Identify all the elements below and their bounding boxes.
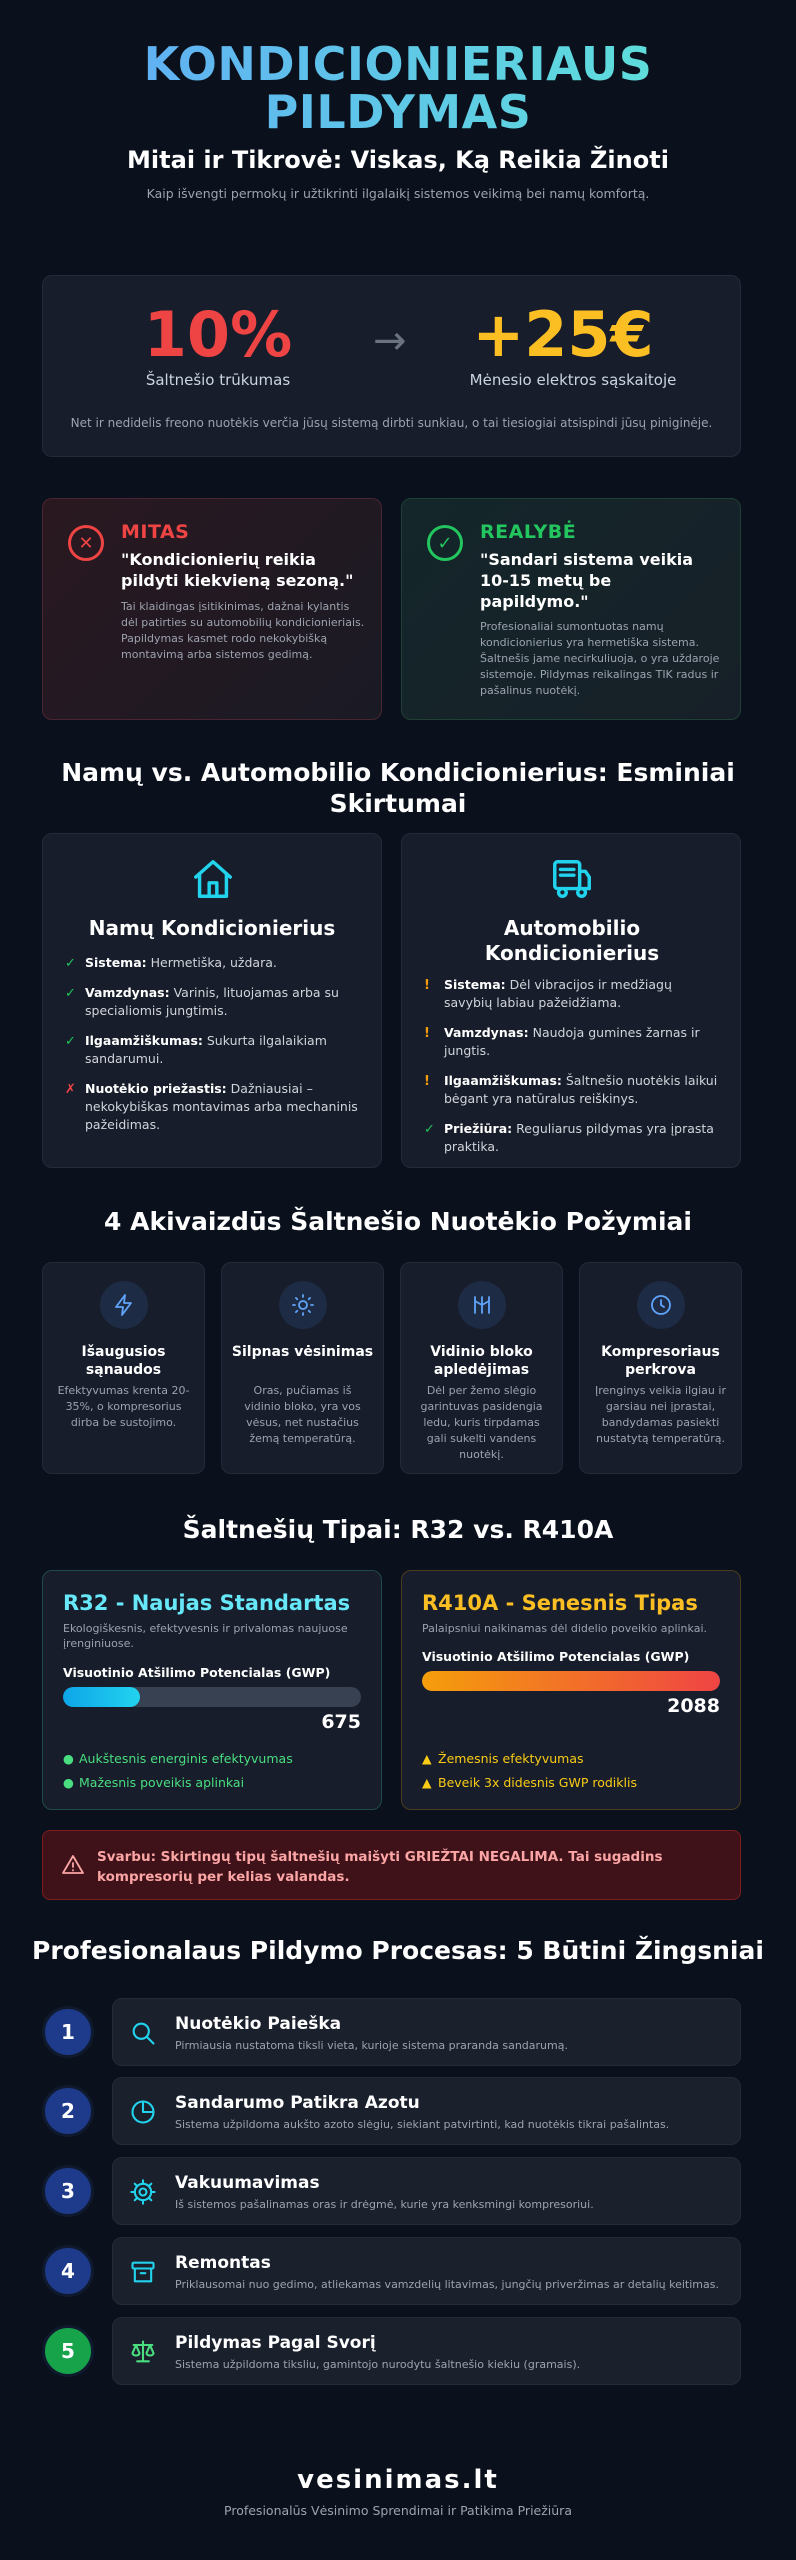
check-icon: ✓ [427, 525, 463, 561]
r410a-desc: Palaipsniui naikinamas dėl didelio poveikio aplinkai. [422, 1622, 707, 1635]
car-ac-list [424, 976, 724, 1168]
step-number: 2 [42, 2085, 94, 2137]
step-number: 3 [42, 2165, 94, 2217]
sign-body: Dėl per žemo slėgio garintuvas pasidengia ledu, kuris tirpdamas gali sukelti vandens nuotėkį. [420, 1384, 543, 1461]
warning-icon [61, 1853, 85, 1877]
sign-card [579, 1262, 742, 1474]
step-number: 1 [42, 2006, 94, 2058]
step-card [112, 2077, 741, 2145]
r410a-title: R410A - Senesnis Tipas [422, 1591, 698, 1615]
close-icon: ✕ [68, 525, 104, 561]
home-ac-list [65, 954, 365, 1146]
r410a-card [401, 1570, 741, 1810]
r32-desc: Ekologiškesnis, efektyvesnis ir privalomas naujuose įrenginiuose. [63, 1622, 348, 1650]
sign-title: Kompresoriaus perkrova [601, 1344, 720, 1378]
reality-body: Profesionaliai sumontuotas namų kondicionierius yra hermetiška sistema. Šaltnešis jame necirkuliuoja, o yra uždaroje sistemoje. Pildymas reikalingas TIK radus ir pašalinus nuotėkį. [480, 620, 720, 697]
warning-text: Svarbu: Skirtingų tipų šaltnešių maišyti GRIEŽTAI NEGALIMA. Tai sugadins kompresorių per kelias valandas. [97, 1849, 663, 1885]
sign-card [42, 1262, 205, 1474]
car-ac-title: Automobilio Kondicionierius [484, 916, 660, 965]
r32-card [42, 1570, 382, 1810]
list-item: ✓ Ilgaamžiškumas: Sukurta ilgalaikiam sandarumui. [65, 1033, 327, 1066]
step-card [112, 1998, 741, 2066]
r410a-gwp-label: Visuotinio Atšilimo Potencialas (GWP) [422, 1649, 690, 1664]
step-number: 4 [42, 2245, 94, 2297]
sign-card [400, 1262, 563, 1474]
home-ac-card [42, 833, 382, 1168]
scale-icon [127, 2336, 159, 2368]
reality-card [401, 498, 741, 720]
ice-icon [458, 1281, 506, 1329]
r32-gwp-label: Visuotinio Atšilimo Potencialas (GWP) [63, 1665, 331, 1680]
car-ac-card [401, 833, 741, 1168]
stat-left-value: 10% [143, 298, 293, 371]
warning-icon: ▲ [422, 1775, 432, 1790]
step-card [112, 2157, 741, 2225]
step-number: 5 [42, 2325, 94, 2377]
check-circle-icon: ● [63, 1775, 74, 1790]
r32-gwp-fill [63, 1687, 140, 1707]
step-desc: Pirmiausia nustatoma tiksli vieta, kurioje sistema praranda sandarumą. [175, 2039, 568, 2052]
stats-note: Net ir nedidelis freono nuotėkis verčia jūsų sistemą dirbti sunkiau, o tai tiesiogiai atsispindi jūsų piniginėje. [70, 416, 713, 430]
myth-card [42, 498, 382, 720]
sign-title: Išaugusios sąnaudos [81, 1344, 166, 1378]
process-title: Profesionalaus Pildymo Procesas: 5 Būtini Žingsniai [32, 1936, 764, 1965]
r410a-feature: ▲ Beveik 3x didesnis GWP rodiklis [422, 1775, 637, 1790]
r32-feature: ● Aukštesnis energinis efektyvumas [63, 1751, 293, 1766]
hero-subtitle: Mitai ir Tikrovė: Viskas, Ką Reikia Žinoti [127, 146, 669, 174]
reality-quote: "Sandari sistema veikia 10-15 metų be papildymo." [480, 550, 693, 611]
step-desc: Sistema užpildoma aukšto azoto slėgiu, siekiant patvirtinti, kad nuotėkis tikrai pašalintas. [175, 2118, 670, 2131]
gear-icon [127, 2176, 159, 2208]
archive-icon [127, 2256, 159, 2288]
warning-banner [42, 1830, 741, 1900]
step-title: Remontas [175, 2253, 271, 2273]
sun-icon [279, 1281, 327, 1329]
sign-body: Oras, pučiamas iš vidinio bloko, yra vos vėsus, net nustačius žemą temperatūrą. [244, 1384, 361, 1445]
footer-brand: vesinimas.lt [297, 2465, 499, 2495]
stat-left-label: Šaltnešio trūkumas [145, 371, 291, 389]
list-item: ✓ Priežiūra: Reguliarus pildymas yra įprasta praktika. [424, 1121, 714, 1154]
pie-chart-icon [127, 2096, 159, 2128]
r410a-gwp-fill [422, 1671, 720, 1691]
hero-title-line2: PILDYMAS [264, 85, 532, 139]
house-icon [190, 856, 236, 902]
sign-title: Vidinio bloko apledėjimas [430, 1344, 533, 1378]
step-card [112, 2317, 741, 2385]
step-card [112, 2237, 741, 2305]
sign-card [221, 1262, 384, 1474]
warning-icon: ▲ [422, 1751, 432, 1766]
sign-body: Įrenginys veikia ilgiau ir garsiau nei įprastai, bandydamas pasiekti nustatytą temperatūrą. [595, 1384, 726, 1445]
step-desc: Priklausomai nuo gedimo, atliekamas vamzdelių litavimas, jungčių priveržimas ar detalių keitimas. [175, 2278, 719, 2291]
step-title: Nuotėkio Paieška [175, 2014, 342, 2034]
reality-tag: REALYBĖ [480, 521, 577, 543]
myth-tag: MITAS [121, 521, 190, 543]
step-title: Pildymas Pagal Svorį [175, 2333, 376, 2353]
list-item: ✗ Nuotėkio priežastis: Dažniausiai – nekokybiškas montavimas arba mechaninis pažeidimas. [65, 1081, 358, 1132]
arrow-right-icon: → [373, 318, 407, 364]
r410a-gwp-value: 2088 [667, 1695, 720, 1717]
r32-gwp-value: 675 [321, 1711, 361, 1733]
stat-right-label: Mėnesio elektros sąskaitoje [469, 371, 677, 389]
footer-subtitle: Profesionalūs Vėsinimo Sprendimai ir Patikima Priežiūra [224, 2503, 572, 2518]
step-desc: Iš sistemos pašalinamas oras ir drėgmė, kurie yra kenksmingi kompresoriui. [175, 2198, 594, 2211]
list-item: ✓ Vamzdynas: Varinis, lituojamas arba su specialiomis jungtimis. [65, 985, 339, 1018]
r32-title: R32 - Naujas Standartas [63, 1591, 351, 1615]
hero-title-line1: KONDICIONIERIAUS [143, 37, 653, 91]
sign-title: Silpnas vėsinimas [231, 1344, 374, 1360]
step-title: Vakuumavimas [175, 2173, 320, 2193]
check-circle-icon: ● [63, 1751, 74, 1766]
list-item: ! Ilgaamžiškumas: Šaltnešio nuotėkis laikui bėgant yra natūralus reiškinys. [424, 1073, 718, 1106]
list-item: ! Vamzdynas: Naudoja gumines žarnas ir jungtis. [424, 1025, 700, 1058]
r410a-gwp-track [422, 1671, 720, 1691]
hero-description: Kaip išvengti permokų ir užtikrinti ilgalaikį sistemos veikimą bei namų komfortą. [146, 186, 650, 201]
lightning-icon [100, 1281, 148, 1329]
clock-icon [637, 1281, 685, 1329]
refrigerants-title: Šaltnešių Tipai: R32 vs. R410A [182, 1515, 614, 1544]
r32-feature: ● Mažesnis poveikis aplinkai [63, 1775, 245, 1790]
myth-body: Tai klaidingas įsitikinimas, dažnai kylantis dėl patirties su automobilių kondicionieriais. Papildymas kasmet rodo nekokybišką montavimą arba sistemos gedimą. [121, 600, 365, 661]
stat-right-value: +25€ [472, 298, 654, 371]
list-item: ✓ Sistema: Hermetiška, uždara. [65, 955, 277, 971]
r410a-feature: ▲ Žemesnis efektyvumas [422, 1751, 584, 1766]
step-title: Sandarumo Patikra Azotu [175, 2093, 420, 2113]
list-item: ! Sistema: Dėl vibracijos ir medžiagų savybių labiau pažeidžiama. [424, 977, 672, 1010]
step-desc: Sistema užpildoma tiksliu, gamintojo nurodytu šaltnešio kiekiu (gramais). [175, 2358, 581, 2371]
search-icon [127, 2017, 159, 2049]
car-icon [549, 856, 595, 902]
comparison-title: Namų vs. Automobilio Kondicionierius: Esminiai Skirtumai [61, 758, 735, 818]
hero-title [0, 37, 796, 139]
r32-gwp-track [63, 1687, 361, 1707]
home-ac-title: Namų Kondicionierius [88, 916, 336, 940]
signs-title: 4 Akivaizdūs Šaltnešio Nuotėkio Požymiai [104, 1207, 692, 1236]
stats-card [42, 275, 741, 457]
sign-body: Efektyvumas krenta 20-35%, o kompresorius dirba be sustojimo. [57, 1384, 190, 1429]
myth-quote: "Kondicionierių reikia pildyti kiekvieną sezoną." [121, 550, 354, 590]
